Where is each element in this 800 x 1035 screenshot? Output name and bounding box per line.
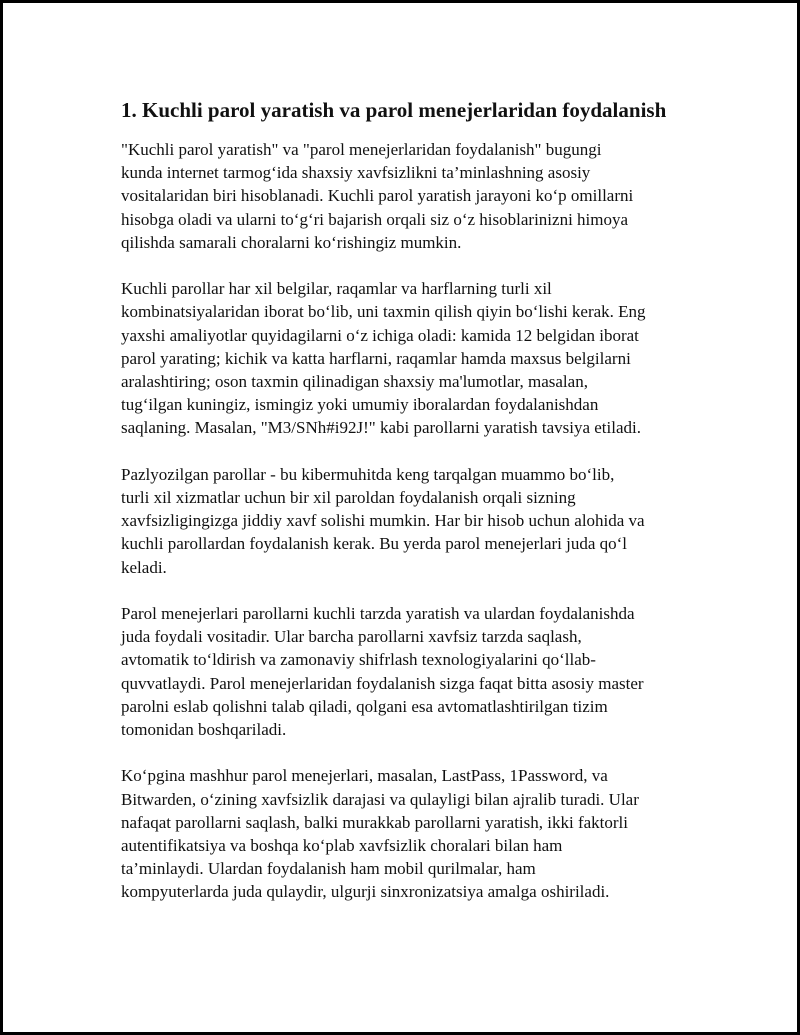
paragraph-line: Kuchli parollar har xil belgilar, raqamlar va harflarning turli xil: [121, 279, 552, 299]
paragraph-line: autentifikatsiya va boshqa ko‘plab xavfsizlik choralari bilan ham: [121, 836, 563, 856]
paragraph-line: Pazlyozilgan parollar - bu kibermuhitda keng tarqalgan muammo bo‘lib,: [121, 464, 615, 484]
paragraph-line: vositalaridan biri hisoblanadi. Kuchli parol yaratish jarayoni ko‘p omillarni: [121, 186, 634, 206]
document-content: [121, 97, 693, 927]
paragraph-line: keladi.: [121, 557, 167, 577]
paragraph-line: tug‘ilgan kuningiz, ismingiz yoki umumiy iboralardan foydalanishdan: [121, 395, 599, 415]
paragraph-line: "Kuchli parol yaratish" va "parol menejerlaridan foydalanish" bugungi: [121, 140, 602, 159]
paragraph-line: Bitwarden, o‘zining xavfsizlik darajasi va qulayligi bilan ajralib turadi. Ular: [121, 789, 639, 809]
paragraph-intro: [121, 138, 693, 254]
paragraph-line: kunda internet tarmog‘ida shaxsiy xavfsizlikni ta’minlashning asosiy: [121, 163, 591, 183]
paragraph-strong-passwords: [121, 277, 693, 439]
paragraph-line: saqlaning. Masalan, "M3/SNh#i92J!" kabi parollarni yaratish tavsiya etiladi.: [121, 418, 641, 438]
paragraph-password-managers: [121, 602, 693, 741]
paragraph-line: avtomatik to‘ldirish va zamonaviy shifrlash texnologiyalarini qo‘llab-: [121, 650, 596, 670]
paragraph-line: hisobga oladi va ularni to‘g‘ri bajarish orqali siz o‘z hisoblarinizni himoya: [121, 209, 629, 229]
paragraph-line: quvvatlaydi. Parol menejerlaridan foydalanish sizga faqat bitta asosiy master: [121, 673, 644, 693]
paragraph-line: aralashtiring; oson taxmin qilinadigan shaxsiy ma'lumotlar, masalan,: [121, 372, 588, 392]
paragraph-line: kombinatsiyalaridan iborat bo‘lib, uni taxmin qilish qiyin bo‘lishi kerak. Eng: [121, 302, 646, 322]
paragraph-line: turli xil xizmatlar uchun bir xil paroldan foydalanish orqali sizning: [121, 488, 576, 508]
paragraph-line: juda foydali vositadir. Ular barcha parollarni xavfsiz tarzda saqlash,: [121, 627, 582, 647]
paragraph-line: parol yarating; kichik va katta harflarni, raqamlar hamda maxsus belgilarni: [121, 348, 631, 368]
paragraph-line: nafaqat parollarni saqlash, balki murakkab parollarni yaratish, ikki faktorli: [121, 812, 628, 832]
paragraph-line: kompyuterlarda juda qulaydir, ulgurji sinxronizatsiya amalga oshiriladi.: [121, 882, 610, 902]
paragraph-line: Parol menejerlari parollarni kuchli tarzda yaratish va ulardan foydalanishda: [121, 604, 635, 624]
paragraph-line: ta’minlaydi. Ulardan foydalanish ham mobil qurilmalar, ham: [121, 859, 536, 879]
document-title: 1. Kuchli parol yaratish va parol menejerlaridan foydalanish: [121, 98, 667, 122]
paragraph-line: tomonidan boshqariladi.: [121, 720, 287, 740]
paragraph-reused-passwords: [121, 463, 693, 579]
paragraph-line: xavfsizligingizga jiddiy xavf solishi mumkin. Har bir hisob uchun alohida va: [121, 511, 645, 531]
paragraph-line: Ko‘pgina mashhur parol menejerlari, masalan, LastPass, 1Password, va: [121, 766, 608, 786]
paragraph-line: qilishda samarali choralarni ko‘rishingiz mumkin.: [121, 232, 462, 252]
paragraph-popular-managers: [121, 764, 693, 903]
paragraph-line: kuchli parollardan foydalanish kerak. Bu yerda parol menejerlari juda qo‘l: [121, 534, 628, 554]
paragraph-line: parolni eslab qolishni talab qiladi, qolgani esa avtomatlashtirilgan tizim: [121, 696, 608, 716]
paragraph-line: yaxshi amaliyotlar quyidagilarni o‘z ichiga oladi: kamida 12 belgidan iborat: [121, 325, 639, 345]
